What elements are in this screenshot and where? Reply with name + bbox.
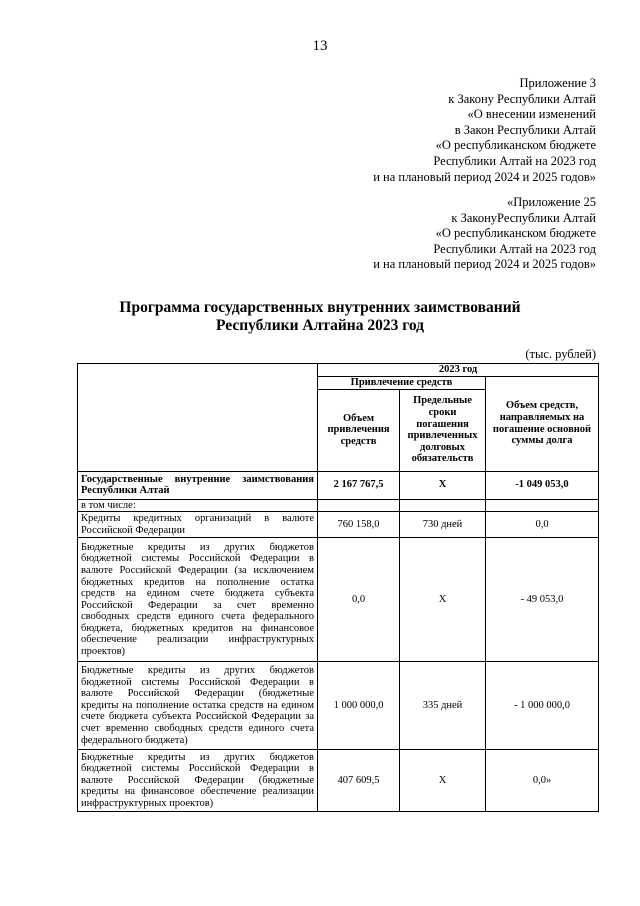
row-label: Бюджетные кредиты из других бюджетов бюджетной системы Российской Федерации в валюте Российской Федерации (бюджетные кредиты на пополнение остатка средств на едином счете бюджета субъекта Российской Федерации за счет временно свободных средств единого счета федерального бюджета) <box>78 662 318 750</box>
appendix-line: «О внесении изменений <box>467 107 596 122</box>
sub-appendix-header <box>373 195 596 273</box>
appendix-line: и на плановый период 2024 и 2025 годов» <box>373 257 596 272</box>
term-header: Предельные сроки погашения привлеченных долговых обязательств <box>400 389 486 471</box>
repayment-header: Объем средств, направляемых на погашение основной суммы долга <box>486 376 599 471</box>
title-line-2: Республики Алтайна 2023 год <box>215 317 425 334</box>
row-repay: 0,0 <box>486 512 599 538</box>
row-amount: 407 609,5 <box>318 750 400 812</box>
row-label: Государственные внутренние заимствования Республики Алтай <box>78 471 318 499</box>
row-label: в том числе: <box>78 499 318 512</box>
appendix-line: и на плановый период 2024 и 2025 годов» <box>373 169 596 184</box>
borrowing-program-table <box>77 363 599 812</box>
table-row-budget-credits-infrastructure <box>78 750 599 812</box>
appendix-line: к Закону Республики Алтай <box>448 91 596 106</box>
header-blank-cell <box>78 364 318 472</box>
row-repay: - 49 053,0 <box>486 538 599 662</box>
table-row-including <box>78 499 599 512</box>
appendix-line: Приложение 3 <box>519 76 596 90</box>
row-amount: 760 158,0 <box>318 512 400 538</box>
row-label: Кредиты кредитных организаций в валюте Российской Федерации <box>78 512 318 538</box>
row-term: 335 дней <box>400 662 486 750</box>
row-repay: - 1 000 000,0 <box>486 662 599 750</box>
header-row-year <box>78 364 599 377</box>
row-term: 730 дней <box>400 512 486 538</box>
raising-header: Привлечение средств <box>318 376 486 389</box>
appendix-line: к ЗаконуРеспублики Алтай <box>451 210 596 225</box>
appendix-line: Республики Алтай на 2023 год <box>433 153 596 168</box>
row-label: Бюджетные кредиты из других бюджетов бюджетной системы Российской Федерации в валюте Российской Федерации (за исключением бюджетных кредитов на пополнение остатка средств на едином счете бюджета субъекта Российской Федерации за счет временно свободных средств единого счета федерального бюджета, бюджетных кредитов на финансовое обеспечение реализации инфраструктурных проектов) <box>78 538 318 662</box>
row-amount: 2 167 767,5 <box>318 471 400 499</box>
row-term: Х <box>400 471 486 499</box>
row-label: Бюджетные кредиты из других бюджетов бюджетной системы Российской Федерации в валюте Российской Федерации (бюджетные кредиты на финансовое обеспечение реализации инфраструктурных проектов) <box>78 750 318 812</box>
appendix-header <box>373 76 596 185</box>
appendix-line: «О республиканском бюджете <box>435 226 596 241</box>
units-label: (тыс. рублей) <box>525 347 596 361</box>
row-repay: -1 049 053,0 <box>486 471 599 499</box>
row-amount <box>318 499 400 512</box>
table-row-bank-credits <box>78 512 599 538</box>
appendix-line: «Приложение 25 <box>507 195 596 209</box>
row-repay <box>486 499 599 512</box>
page-number: 13 <box>312 38 328 54</box>
title-line-1: Программа государственных внутренних заимствований <box>119 299 521 316</box>
table-row-budget-credits <box>78 538 599 662</box>
row-term: Х <box>400 750 486 812</box>
row-amount: 0,0 <box>318 538 400 662</box>
appendix-line: Республики Алтай на 2023 год <box>433 241 596 256</box>
table-row-budget-credits-treasury <box>78 662 599 750</box>
row-term <box>400 499 486 512</box>
year-header: 2023 год <box>318 364 599 377</box>
row-amount: 1 000 000,0 <box>318 662 400 750</box>
appendix-line: «О республиканском бюджете <box>435 138 596 153</box>
table-row-total <box>78 471 599 499</box>
document-title <box>0 299 640 335</box>
amount-header: Объем привлечения средств <box>318 389 400 471</box>
row-repay: 0,0» <box>486 750 599 812</box>
appendix-line: в Закон Республики Алтай <box>454 122 596 137</box>
row-term: Х <box>400 538 486 662</box>
